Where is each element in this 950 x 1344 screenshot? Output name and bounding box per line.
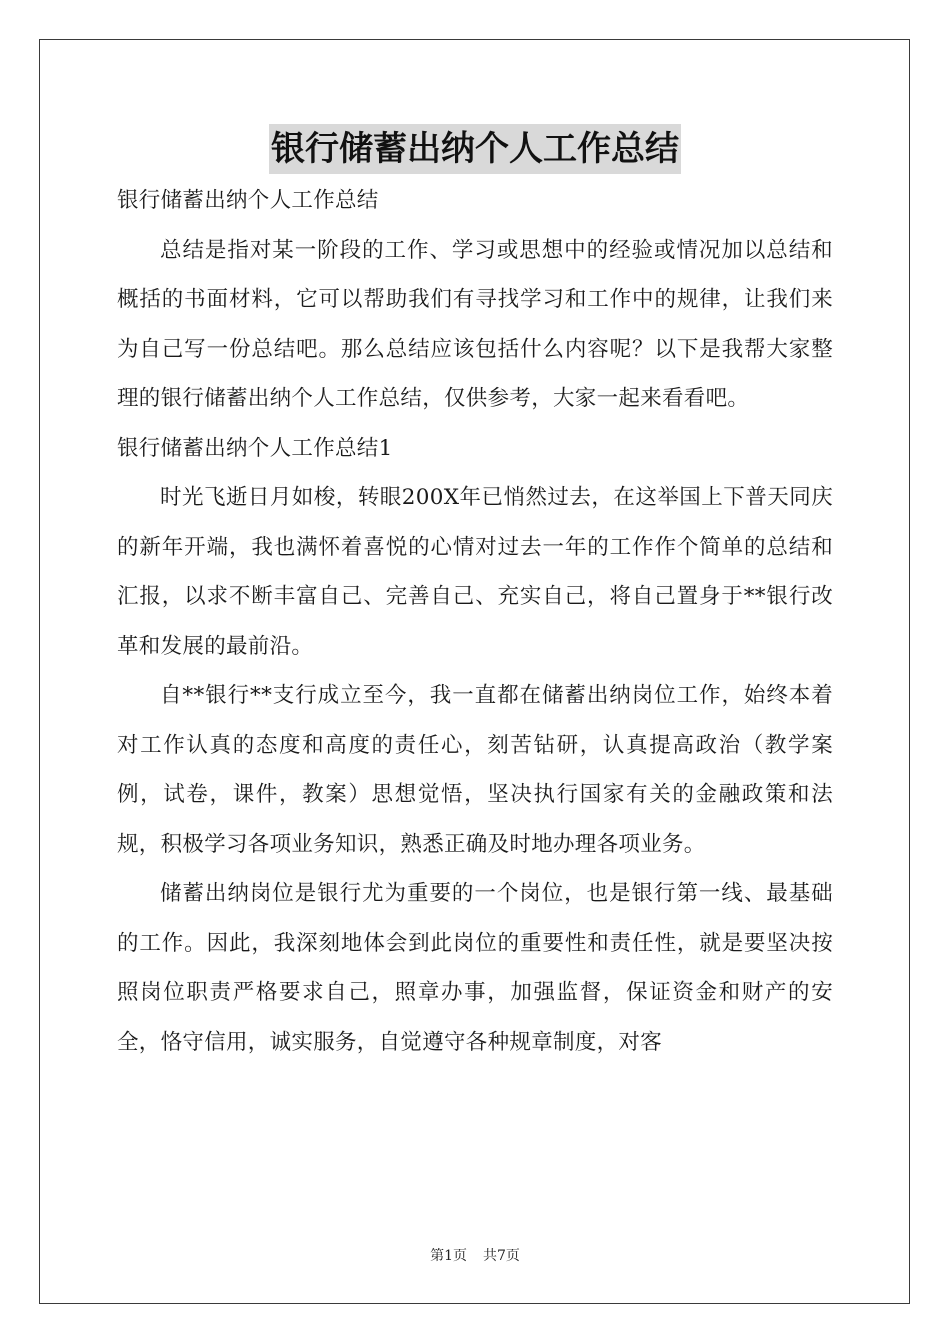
document-subtitle: 银行储蓄出纳个人工作总结 xyxy=(117,188,379,213)
body-paragraph-2: 自**银行**支行成立至今，我一直都在储蓄出纳岗位工作，始终本着对工作认真的态度和高度的责任心，刻苦钻研，认真提高政治（教学案例，试卷，课件，教案）思想觉悟，坚决执行国家有关的金融政策和法规，积极学习各项业务知识，熟悉正确及时地办理各项业务。 xyxy=(117,683,833,857)
document-title: 银行储蓄出纳个人工作总结 xyxy=(269,124,681,174)
page-footer xyxy=(0,1246,950,1266)
body-paragraph-3: 储蓄出纳岗位是银行尤为重要的一个岗位，也是银行第一线、最基础的工作。因此，我深刻地体会到此岗位的重要性和责任性，就是要坚决按照岗位职责严格要求自己，照章办事，加强监督，保证资金和财产的安全，恪守信用，诚实服务，自觉遵守各种规章制度，对客 xyxy=(117,881,833,1055)
intro-paragraph: 总结是指对某一阶段的工作、学习或思想中的经验或情况加以总结和概括的书面材料，它可以帮助我们有寻找学习和工作中的规律，让我们来为自己写一份总结吧。那么总结应该包括什么内容呢？以下是我帮大家整理的银行储蓄出纳个人工作总结，仅供参考，大家一起来看看吧。 xyxy=(117,237,833,411)
section-heading: 银行储蓄出纳个人工作总结1 xyxy=(117,435,393,461)
page-number-current: 第1页 xyxy=(430,1248,467,1264)
body-paragraph-1: 时光飞逝日月如梭，转眼200X年已悄然过去，在这举国上下普天同庆的新年开端，我也满怀着喜悦的心情对过去一年的工作作个简单的总结和汇报，以求不断丰富自己、完善自己、充实自己，将自己置身于**银行改革和发展的最前沿。 xyxy=(117,485,833,659)
title-container xyxy=(0,124,950,174)
document-body xyxy=(117,176,833,1067)
page-number-total: 共7页 xyxy=(483,1248,520,1264)
